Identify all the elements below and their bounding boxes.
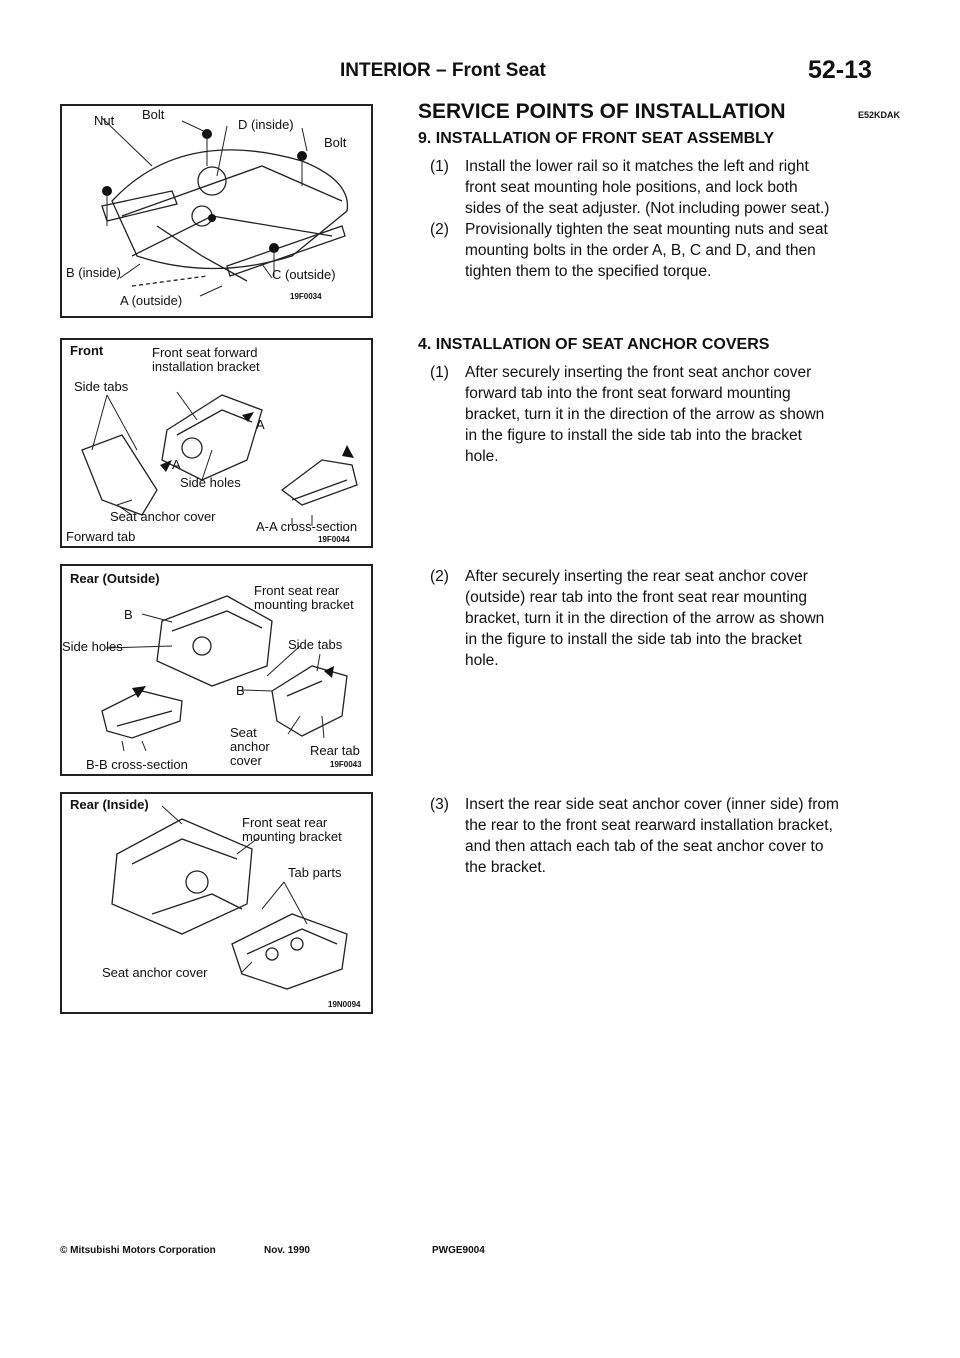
label-tab-parts: Tab parts [288,865,342,880]
step-line: After securely inserting the rear seat anchor cover [465,568,808,585]
step-number: (3) [430,796,449,813]
step-front-1 [430,156,910,219]
figure-title: Rear (Inside) [70,797,149,812]
step-line: Provisionally tighten the seat mounting nuts and seat [465,221,828,238]
step-line: (outside) rear tab into the front seat rear mounting [465,589,808,606]
figure-code: 19F0043 [330,760,362,769]
step-line: tighten them to the specified torque. [465,263,712,280]
label-bb-cross-section: B-B cross-section [86,757,188,772]
label-a-1: A [256,417,265,432]
label-seat: Seat [230,725,257,740]
step-line: in the figure to install the side tab into the bracket [465,631,802,648]
figure-code: 19F0034 [290,292,322,301]
step-line: Install the lower rail so it matches the left and right [465,158,809,175]
label-cover: cover [230,753,262,768]
label-rear-bracket-2: mounting bracket [254,597,354,612]
label-aa-cross-section: A-A cross-section [256,519,358,534]
label-nut: Nut [94,113,115,128]
label-bolt-1: Bolt [142,107,165,122]
label-front-bracket-1: Front seat forward [152,345,258,360]
figure-title: Rear (Outside) [70,571,160,586]
step-line: the rear to the front seat rearward installation bracket, [465,817,833,834]
step-line: hole. [465,652,499,669]
item-heading-front-seat: 9. INSTALLATION OF FRONT SEAT ASSEMBLY [418,130,775,147]
figure-title: Front [70,343,104,358]
step-number: (1) [430,364,449,381]
label-front-bracket-2: installation bracket [152,359,260,374]
figure-front-anchor [60,338,373,548]
step-line: After securely inserting the front seat anchor cover [465,364,812,381]
section-code: E52KDAK [858,110,901,120]
step-number: (1) [430,158,449,175]
step-line: the bracket. [465,859,546,876]
step-line: in the figure to install the side tab into the bracket [465,427,802,444]
label-b-1: B [124,607,133,622]
label-anchor: anchor [230,739,270,754]
figure-code: 19N0094 [328,1000,361,1009]
step-line: mounting bolts in the order A, B, C and D, and then [465,242,816,259]
step-line: and then attach each tab of the seat anchor cover to [465,838,824,855]
label-side-tabs: Side tabs [74,379,129,394]
page-number: 52-13 [808,56,872,84]
page-header-title: INTERIOR – Front Seat [340,60,546,81]
label-b-2: B [236,683,245,698]
label-d-inside: D (inside) [238,117,294,132]
step-line: hole. [465,448,499,465]
step-number: (2) [430,568,449,585]
label-forward-tab: Forward tab [66,529,136,544]
step-anchor-1 [430,362,910,467]
label-c-outside: C (outside) [272,267,336,282]
step-line: sides of the seat adjuster. (Not including power seat.) [465,200,830,217]
label-bolt-2: Bolt [324,135,347,150]
label-seat-anchor-cover: Seat anchor cover [102,965,208,980]
label-seat-anchor-cover: Seat anchor cover [110,509,216,524]
label-rear-bracket-1: Front seat rear [242,815,328,830]
footer-doc-code: PWGE9004 [432,1245,485,1256]
figure-rear-inside [60,792,373,1014]
step-line: forward tab into the front seat forward mounting [465,385,791,402]
figure-code: 19F0044 [318,535,350,544]
step-front-2 [430,219,910,282]
item-heading-anchor-covers: 4. INSTALLATION OF SEAT ANCHOR COVERS [418,336,770,353]
step-line: front seat mounting hole positions, and lock both [465,179,798,196]
step-line: bracket, turn it in the direction of the arrow as shown [465,406,825,423]
figure-rear-outside [60,564,373,776]
footer-copyright: © Mitsubishi Motors Corporation [60,1245,216,1256]
label-b-inside: B (inside) [66,265,121,280]
step-number: (2) [430,221,449,238]
label-side-holes: Side holes [180,475,241,490]
label-side-tabs: Side tabs [288,637,343,652]
step-anchor-2 [430,566,910,671]
step-anchor-3 [430,794,910,878]
section-title: SERVICE POINTS OF INSTALLATION [418,100,786,123]
figure-seat-mounting [60,104,373,318]
footer-date: Nov. 1990 [264,1245,310,1256]
label-rear-bracket-1: Front seat rear [254,583,340,598]
label-rear-tab: Rear tab [310,743,360,758]
step-line: bracket, turn it in the direction of the arrow as shown [465,610,825,627]
label-a-2: A [172,457,181,472]
label-a-outside: A (outside) [120,293,183,308]
label-side-holes: Side holes [62,639,123,654]
label-rear-bracket-2: mounting bracket [242,829,342,844]
step-line: Insert the rear side seat anchor cover (inner side) from [465,796,839,813]
